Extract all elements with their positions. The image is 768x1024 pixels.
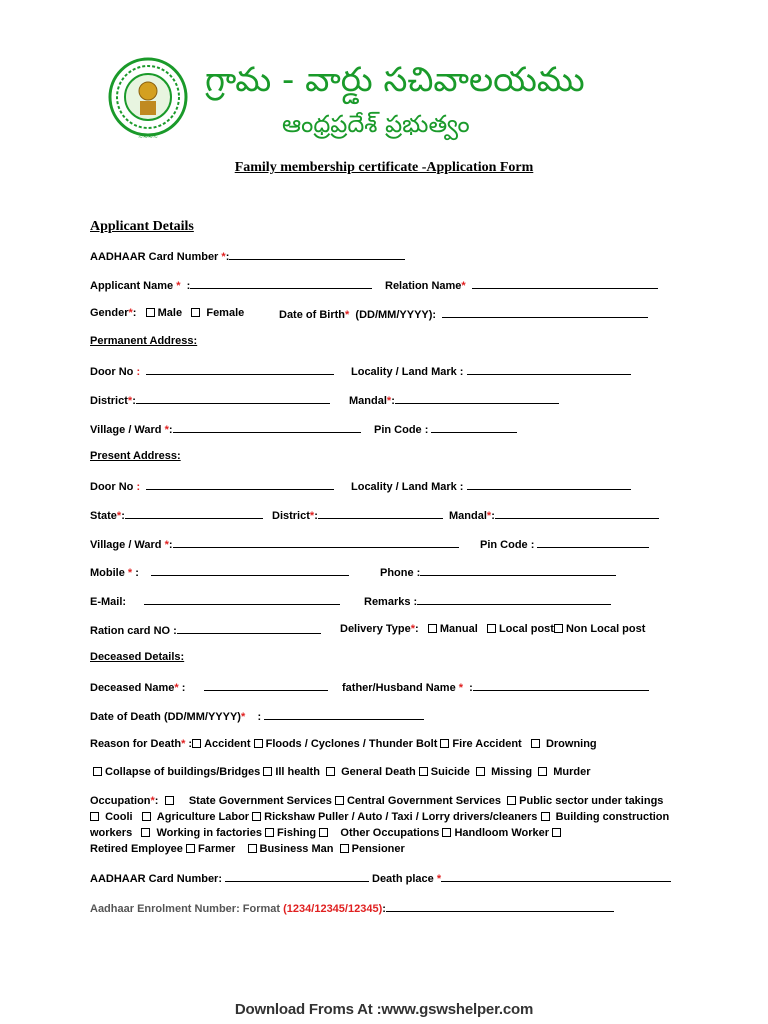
occ-building-checkbox[interactable] [541,812,550,821]
pres-ration-field[interactable] [177,623,321,634]
dob-field[interactable] [442,307,648,318]
delivery-local-checkbox[interactable] [487,624,496,633]
aadhaar-row: AADHAAR Card Number *: [90,249,405,263]
occ-agri-label: Agriculture Labor [156,811,250,823]
occ-retired-checkbox[interactable] [552,828,561,837]
perm-mandal-label: Mandal [349,395,387,407]
delivery-nonlocal-label: Non Local post [565,623,646,635]
permanent-address-title: Permanent Address: [90,335,198,347]
form-title: Family membership certificate -Application Form [234,160,534,175]
aadhaar-field[interactable] [229,249,405,260]
reason-floods-checkbox[interactable] [254,739,263,748]
occ-central-label: Central Government Services [346,795,502,807]
reason-collapse-label: Collapse of buildings/Bridges [105,766,261,778]
occ-factories-checkbox[interactable] [141,828,150,837]
reason-suicide-checkbox[interactable] [419,767,428,776]
occ-business-checkbox[interactable] [248,844,257,853]
reason-murder-checkbox[interactable] [538,767,547,776]
perm-locality-label: Locality / Land Mark : [351,366,464,378]
dec-aadhaar-row [90,871,369,885]
gender-label: Gender [90,307,129,319]
pres-locality-label: Locality / Land Mark : [351,481,464,493]
pres-delivery-row: Delivery Type*: Manual Local post Non Local post [340,623,646,635]
occ-central-checkbox[interactable] [335,796,344,805]
pres-mobile-field[interactable] [151,565,349,576]
gender-male-checkbox[interactable] [146,308,155,317]
pres-district-row: District*: [272,508,443,522]
pres-mandal-field[interactable] [495,508,659,519]
gender-male-label: Male [157,307,183,319]
reason-fire-label: Fire Accident [452,738,522,750]
reason-missing-label: Missing [491,766,533,778]
perm-pin-row [374,422,517,436]
perm-mandal-field[interactable] [395,393,559,404]
occ-pensioner-label: Pensioner [351,843,405,855]
enrolment-colon: : [382,903,386,915]
pres-door-field[interactable] [146,479,334,490]
perm-door-field[interactable] [146,364,334,375]
occ-other-checkbox[interactable] [319,828,328,837]
reason-illhealth-label: Ill health [275,766,320,778]
reason-drowning-checkbox[interactable] [531,739,540,748]
perm-locality-row [351,364,631,378]
perm-district-field[interactable] [136,393,330,404]
enrolment-row [90,901,614,915]
reason-label: Reason for Death [90,738,182,750]
dob-row: Date of Birth* (DD/MM/YYYY): [279,307,648,321]
delivery-local-label: Local post [498,623,554,635]
reason-general-checkbox[interactable] [326,767,335,776]
dod-row: Date of Death (DD/MM/YYYY)* : [90,709,424,723]
svg-text:~~~~: ~~~~ [137,134,159,141]
pres-pin-row [480,537,649,551]
occ-agri-checkbox[interactable] [142,812,151,821]
pres-email-row [90,594,340,608]
perm-village-field[interactable] [173,422,361,433]
pres-locality-field[interactable] [467,479,631,490]
occ-cooli-checkbox[interactable] [90,812,99,821]
gender-female-checkbox[interactable] [191,308,200,317]
occ-fishing-checkbox[interactable] [265,828,274,837]
reason-floods-label: Floods / Cyclones / Thunder Bolt [265,738,438,750]
pres-village-field[interactable] [173,537,459,548]
occ-handloom-label: Handloom Worker [454,827,550,839]
perm-pin-label: Pin Code : [374,424,429,436]
occupation-block: Occupation*: State Government Services Central Government Services Public sector under takings Cooli Agriculture Labor Rickshaw Puller / Auto / Taxi / Lorry drivers/cleaners Building construction workers Working in factories Fishing Other Occupations Handloom Worker Retired Employee Farmer Business Man Pensioner [90,795,670,855]
dec-aadhaar-field[interactable] [225,871,369,882]
pres-district-field[interactable] [318,508,443,519]
death-place-field[interactable] [441,871,671,882]
father-name-field[interactable] [473,680,649,691]
header-title-telugu: గ్రామ - వార్డు సచివాలయము [205,60,585,100]
pres-door-label: Door No [90,481,137,493]
reason-accident-label: Accident [204,738,251,750]
delivery-nonlocal-checkbox[interactable] [554,624,563,633]
present-address-title: Present Address: [90,450,181,462]
death-place-row: Death place * [372,871,671,885]
occ-building-label: Building construction workers [90,811,670,839]
perm-pin-field[interactable] [431,422,517,433]
pres-email-field[interactable] [144,594,340,605]
aadhaar-label: AADHAAR Card Number [90,251,222,263]
pres-mandal-label: Mandal [449,510,487,522]
pres-phone-field[interactable] [420,565,616,576]
dod-label: Date of Death (DD/MM/YYYY) [90,711,241,723]
reason-drowning-label: Drowning [545,738,597,750]
pres-state-row: State*: [90,508,263,522]
occ-rickshaw-checkbox[interactable] [252,812,261,821]
occ-fishing-label: Fishing [277,827,317,839]
reason-row-1: Reason for Death* : Accident Floods / Cyclones / Thunder Bolt Fire Accident Drowning [90,738,597,750]
enrolment-format: (1234/12345/12345) [283,903,383,915]
relation-name-row: Relation Name* [385,278,658,292]
occ-farmer-checkbox[interactable] [186,844,195,853]
occ-public-label: Public sector under takings [519,795,664,807]
reason-general-label: General Death [341,766,416,778]
occ-business-label: Business Man [259,843,334,855]
delivery-manual-checkbox[interactable] [428,624,437,633]
pres-village-label: Village / Ward [90,539,165,551]
header-subtitle-telugu: ఆంధ్రప్రదేశ్ ప్రభుత్వం [282,110,470,138]
occ-other-label: Other Occupations [340,827,440,839]
death-place-label: Death place [372,873,437,885]
perm-locality-field[interactable] [467,364,631,375]
reason-collapse-checkbox[interactable] [93,767,102,776]
reason-missing-checkbox[interactable] [476,767,485,776]
reason-illhealth-checkbox[interactable] [263,767,272,776]
occ-retired-label: Retired Employee [90,843,183,855]
perm-village-row: Village / Ward *: [90,422,361,436]
perm-mandal-row: Mandal*: [349,393,559,407]
pres-mobile-label: Mobile [90,567,128,579]
pres-locality-row [351,479,631,493]
pres-mandal-row: Mandal*: [449,508,659,522]
pres-district-label: District [272,510,310,522]
pres-ration-row [90,623,321,637]
relation-name-field[interactable] [472,278,658,289]
pres-email-label: E-Mail: [90,596,127,608]
pres-village-row: Village / Ward *: [90,537,459,551]
deceased-section-title: Deceased Details: [90,651,185,663]
reason-fire-checkbox[interactable] [440,739,449,748]
reason-row-2 [93,766,591,778]
occupation-label: Occupation [90,795,151,807]
ap-emblem-logo [107,57,189,143]
perm-district-row: District*: [90,393,330,407]
pres-state-label: State [90,510,117,522]
father-name-label: father/Husband Name [342,682,459,694]
occ-public-checkbox[interactable] [507,796,516,805]
enrolment-field[interactable] [386,901,614,912]
perm-door-row: Door No : [90,364,334,378]
gender-row: Gender*: Male Female [90,307,245,319]
applicant-name-field[interactable] [190,278,372,289]
applicant-section-title: Applicant Details [90,219,194,234]
delivery-manual-label: Manual [439,623,478,635]
father-name-row: father/Husband Name * : [342,680,649,694]
occ-state-label: State Government Services [188,795,332,807]
pres-pin-field[interactable] [537,537,649,548]
gender-female-label: Female [206,307,245,319]
occ-blank-checkbox[interactable] [165,796,174,805]
perm-door-label: Door No [90,366,137,378]
occ-rickshaw-label: Rickshaw Puller / Auto / Taxi / Lorry drivers/cleaners [264,811,538,823]
applicant-name-label: Applicant Name [90,280,177,292]
pres-phone-label: Phone : [380,567,421,579]
occ-cooli-label: Cooli [105,811,133,823]
applicant-name-row: Applicant Name * : [90,278,372,292]
reason-suicide-label: Suicide [430,766,470,778]
pres-mobile-row: Mobile * : [90,565,349,579]
pres-remarks-row [364,594,611,608]
occ-farmer-label: Farmer [197,843,236,855]
pres-pin-label: Pin Code : [480,539,535,551]
relation-name-label: Relation Name [385,280,462,292]
enrolment-label: Aadhaar Enrolment Number: Format [90,903,284,915]
pres-door-row: Door No : [90,479,334,493]
deceased-name-label: Deceased Name [90,682,175,694]
reason-murder-label: Murder [553,766,591,778]
dob-format: (DD/MM/YYYY): [355,309,437,321]
dod-field[interactable] [264,709,424,720]
pres-ration-label: Ration card NO : [90,625,177,637]
reason-accident-checkbox[interactable] [192,739,201,748]
occ-handloom-checkbox[interactable] [442,828,451,837]
pres-phone-row [380,565,616,579]
occ-factories-label: Working in factories [156,827,262,839]
perm-district-label: District [90,395,128,407]
dec-aadhaar-label: AADHAAR Card Number: [90,873,223,885]
occ-pensioner-checkbox[interactable] [340,844,349,853]
dob-label: Date of Birth [279,309,345,321]
footer-download-link[interactable]: Download Froms At :www.gswshelper.com [234,1001,534,1018]
pres-remarks-field[interactable] [417,594,611,605]
deceased-name-row: Deceased Name* : [90,680,328,694]
pres-delivery-label: Delivery Type [340,623,411,635]
pres-remarks-label: Remarks : [364,596,418,608]
deceased-name-field[interactable] [204,680,328,691]
pres-state-field[interactable] [125,508,263,519]
perm-village-label: Village / Ward [90,424,165,436]
